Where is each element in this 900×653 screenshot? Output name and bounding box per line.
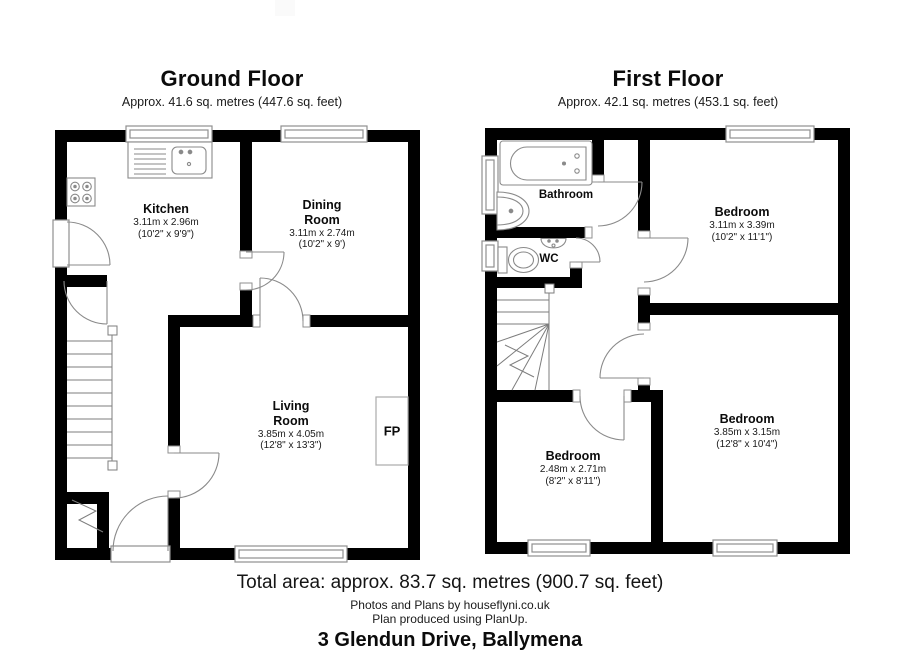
- bedroom-front-door: [644, 238, 688, 282]
- dining-name-line1: Dining: [302, 198, 342, 212]
- first-floor-title: First Floor: [612, 66, 724, 91]
- first-floor-area: Approx. 42.1 sq. metres (453.1 sq. feet): [557, 95, 779, 109]
- bathroom-door: [598, 182, 642, 226]
- living-name-line1: Living: [272, 399, 310, 413]
- bathroom-label: Bathroom: [538, 189, 594, 201]
- dining-name-line2: Room: [304, 212, 340, 227]
- living-dim-imperial: (12'8" x 13'3"): [260, 440, 322, 452]
- bedroom-small-window: [528, 540, 590, 556]
- wc-door: [576, 238, 600, 262]
- kitchen-label: [133, 202, 198, 240]
- bedroom-front-window: [726, 126, 814, 142]
- bathroom-window: [482, 156, 498, 214]
- bedroom-front-dim-imperial: (10'2" x 11'1"): [711, 231, 773, 243]
- credit-planup: Plan produced using PlanUp.: [372, 612, 528, 626]
- first-stairs: [497, 284, 554, 390]
- drain-icon: [509, 209, 513, 213]
- living-dim-metric: 3.85m x 4.05m: [257, 428, 325, 440]
- ground-floor-title: Ground Floor: [160, 66, 304, 91]
- bedroom-small-door: [580, 396, 624, 440]
- ground-floor-area: Approx. 41.6 sq. metres (447.6 sq. feet): [121, 95, 343, 109]
- tap-icon: [179, 150, 183, 154]
- living-window: [235, 546, 347, 562]
- toilet: [498, 247, 539, 273]
- wc-window: [482, 241, 498, 271]
- back-door-swing: [67, 222, 110, 265]
- bedroom-rear-dim-metric: 3.85m x 3.15m: [713, 426, 781, 438]
- bedroom-front-name: Bedroom: [714, 205, 770, 219]
- bedroom-small-label: [540, 449, 606, 487]
- first-floor-plan: [482, 126, 850, 556]
- dining-dim-imperial: (10'2" x 9'): [298, 239, 346, 251]
- bedroom-small-name: Bedroom: [545, 449, 601, 463]
- fireplace-label: FP: [383, 423, 401, 439]
- bedroom-rear-window: [713, 540, 777, 556]
- dining-window: [281, 126, 367, 142]
- kitchen-dim-imperial: (10'2" x 9'9"): [138, 228, 194, 240]
- kitchen-dim-metric: 3.11m x 2.96m: [133, 216, 199, 228]
- front-door-leaf: [111, 546, 170, 562]
- dining-room-label: [289, 198, 354, 251]
- pedestal-basin: [497, 192, 529, 230]
- bedroom-rear-label: [714, 412, 780, 450]
- bedroom-rear-door: [600, 334, 644, 378]
- bath-tub: [500, 141, 592, 185]
- kitchen-sink-unit: [128, 142, 212, 178]
- drain-icon: [563, 162, 566, 165]
- bedroom-front-label: [709, 205, 774, 243]
- living-room-label: [258, 399, 324, 452]
- wc-label: WC: [539, 253, 559, 265]
- bedroom-front-dim-metric: 3.11m x 3.39m: [709, 219, 775, 231]
- living-name-line2: Room: [273, 413, 309, 428]
- hob-unit: [67, 178, 95, 206]
- tap-icon: [548, 240, 550, 242]
- front-door-swing: [113, 496, 168, 551]
- kitchen-hall-door: [64, 281, 107, 324]
- back-door-leaf: [53, 220, 69, 267]
- property-address: 3 Glendun Drive, Ballymena: [317, 629, 583, 651]
- bedroom-rear-dim-imperial: (12'8" x 10'4"): [716, 438, 778, 450]
- credit-photos-plans: Photos and Plans by houseflyni.co.uk: [350, 598, 550, 612]
- total-area-text: Total area: approx. 83.7 sq. metres (900.7 sq. feet): [236, 572, 664, 593]
- bedroom-small-dim-imperial: (8'2" x 8'11"): [545, 475, 601, 487]
- ground-walls: [55, 130, 420, 560]
- stair-break-mark: [505, 345, 534, 377]
- tap-icon: [188, 150, 192, 154]
- ground-floor-plan: [53, 126, 420, 562]
- dining-dim-metric: 3.11m x 2.74m: [289, 227, 355, 239]
- bedroom-rear-name: Bedroom: [719, 412, 775, 426]
- hall-living-door: [174, 453, 219, 498]
- wc-basin: [541, 239, 566, 248]
- ground-door-hinges: [168, 251, 310, 498]
- tap-icon: [556, 240, 558, 242]
- bedroom-small-dim-metric: 2.48m x 2.71m: [539, 463, 607, 475]
- kitchen-window: [126, 126, 212, 142]
- kitchen-name: Kitchen: [143, 202, 189, 216]
